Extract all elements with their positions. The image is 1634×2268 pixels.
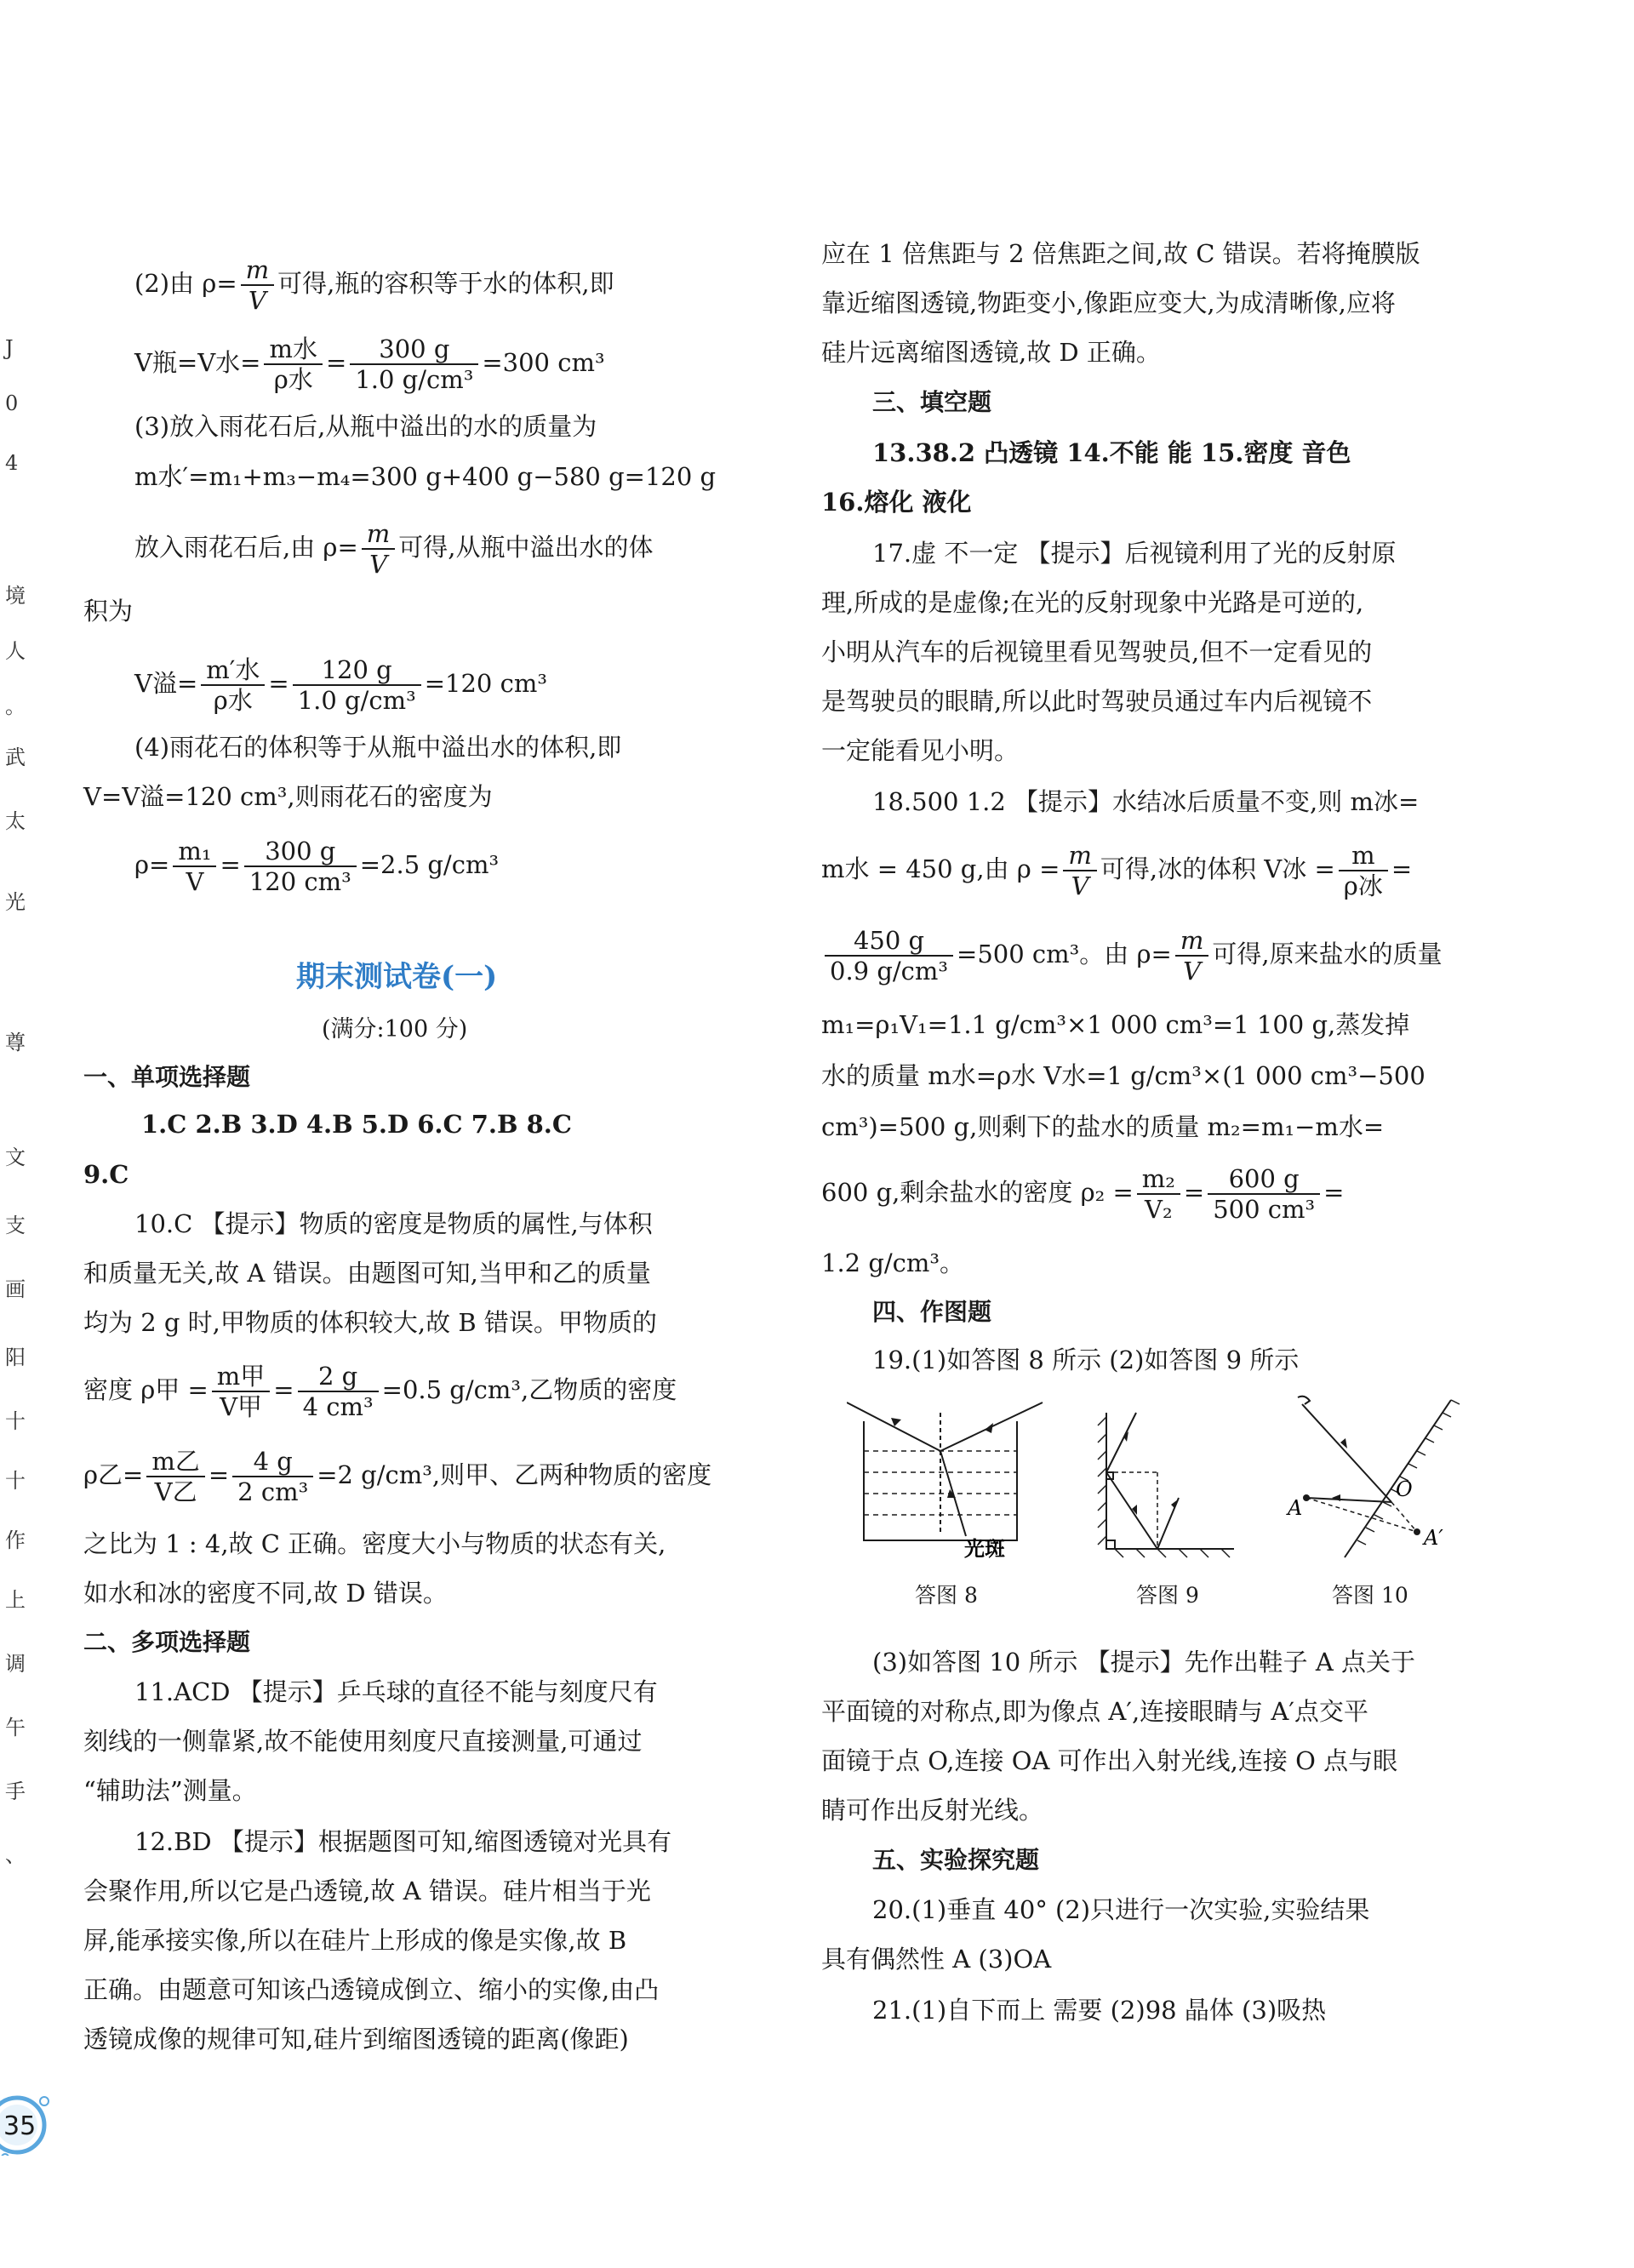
margin-char: 、: [5, 1843, 26, 1867]
line: 11.ACD 【提示】乒乓球的直径不能与刻度尺有: [134, 1677, 658, 1706]
equation: V溢= $\frac{\text{m′水}}{\text{ρ水}}$ = $\frac{120 g}{\text{1.0 g/cm³}}$ =120 cm³: [134, 655, 547, 715]
line: 20.(1)垂直 40° (2)只进行一次实验,实验结果: [872, 1895, 1370, 1924]
fig10-label-A-prime: A′: [1424, 1526, 1443, 1550]
equation: 水的质量 m水=ρ水 V水=1 g/cm³×(1 000 cm³−500: [821, 1061, 1425, 1090]
line: 面镜于点 O,连接 OA 可作出入射光线,连接 O 点与眼: [821, 1746, 1398, 1775]
margin-char: 作: [5, 1528, 26, 1552]
line: 平面镜的对称点,即为像点 A′,连接眼睛与 A′点交平: [821, 1697, 1368, 1726]
line: 之比为 1 : 4,故 C 正确。密度大小与物质的状态有关,: [83, 1529, 666, 1558]
margin-char: 十: [5, 1469, 26, 1493]
equation: m水 = 450 g,由 ρ = $\frac{m}{V}$ 可得,冰的体积 V冰 = $\frac{m}{\text{ρ冰}}$ =: [821, 841, 1413, 900]
margin-char: 武: [5, 746, 26, 769]
line: (3)如答图 10 所示 【提示】先作出鞋子 A 点关于: [872, 1648, 1416, 1677]
margin-char: 上: [5, 1588, 26, 1612]
line: V=V溢=120 cm³,则雨花石的密度为: [83, 782, 493, 811]
figure-caption: 答图 8: [915, 1583, 978, 1608]
line: 一定能看见小明。: [821, 736, 1020, 765]
margin-char: 调: [5, 1652, 26, 1676]
line: 放入雨花石后,由 ρ= $\frac{m}{V}$ 可得,从瓶中溢出水的体: [134, 519, 654, 579]
line: 理,所成的是虚像;在光的反射现象中光路是可逆的,: [821, 588, 1364, 617]
figure-10: [1281, 1387, 1468, 1566]
exam-title: 期末测试卷(一): [296, 960, 498, 994]
line: (4)雨花石的体积等于从瓶中溢出水的体积,即: [134, 733, 622, 762]
line: (2)由 ρ= $\frac{m}{V}$ 可得,瓶的容积等于水的体积,即: [134, 255, 614, 315]
section-heading: 五、实验探究题: [872, 1846, 1040, 1874]
line: 具有偶然性 A (3)OA: [821, 1945, 1052, 1974]
margin-char: 支: [5, 1214, 26, 1237]
margin-char: 4: [5, 451, 19, 475]
line: 会聚作用,所以它是凸透镜,故 A 错误。硅片相当于光: [83, 1877, 651, 1905]
equation: 600 g,剩余盐水的密度 ρ₂ = $\frac{\text{m₂}}{\text{V₂}}$ = $\frac{600 g}{\text{500 cm³}}$ =: [821, 1164, 1345, 1224]
margin-char: J: [5, 336, 14, 360]
section-heading: 一、单项选择题: [83, 1063, 251, 1091]
line: 17.虚 不一定 【提示】后视镜利用了光的反射原: [872, 539, 1397, 568]
equation: m₁=ρ₁V₁=1.1 g/cm³×1 000 cm³=1 100 g,蒸发掉: [821, 1010, 1410, 1039]
line: 12.BD 【提示】根据题图可知,缩图透镜对光具有: [134, 1827, 672, 1856]
line: 屏,能承接实像,所以在硅片上形成的像是实像,故 B: [83, 1926, 627, 1955]
equation: ρ= $\frac{\text{m₁}}{V}$ = $\frac{300 g}{\text{120 cm³}}$ =2.5 g/cm³: [134, 837, 500, 896]
section-heading: 三、填空题: [872, 388, 992, 416]
margin-char: 人: [5, 639, 26, 663]
line: 和质量无关,故 A 错误。由题图可知,当甲和乙的质量: [83, 1259, 651, 1288]
margin-char: 画: [5, 1277, 26, 1301]
equation: 密度 ρ甲 = $\frac{\text{m甲}}{\text{V甲}}$ = $\frac{2 g}{\text{4 cm³}}$ =0.5 g/cm³,乙物质的密度: [83, 1362, 677, 1421]
margin-char: 光: [5, 890, 26, 914]
line: 1.2 g/cm³。: [821, 1248, 965, 1277]
line: 靠近缩图透镜,物距变小,像距应变大,为成清晰像,应将: [821, 288, 1396, 317]
line: 积为: [83, 597, 134, 626]
section-heading: 二、多项选择题: [83, 1628, 251, 1656]
line: 21.(1)自下而上 需要 (2)98 晶体 (3)吸热: [872, 1996, 1327, 2025]
fig10-label-O: O: [1396, 1477, 1413, 1501]
margin-char: 阳: [5, 1345, 26, 1369]
section-heading: 四、作图题: [872, 1298, 992, 1326]
answer-line: 1.C 2.B 3.D 4.B 5.D 6.C 7.B 8.C: [141, 1110, 572, 1139]
equation: m水′=m₁+m₃−m₄=300 g+400 g−580 g=120 g: [134, 462, 717, 491]
margin-char: 尊: [5, 1031, 26, 1054]
line: 应在 1 倍焦距与 2 倍焦距之间,故 C 错误。若将掩膜版: [821, 239, 1420, 268]
equation: ρ乙= $\frac{\text{m乙}}{\text{V乙}}$ = $\frac{4 g}{\text{2 cm³}}$ =2 g/cm³,则甲、乙两种物质的密度: [83, 1447, 712, 1506]
line: 18.500 1.2 【提示】水结冰后质量不变,则 m冰=: [872, 787, 1420, 816]
margin-char: 0: [5, 391, 19, 415]
line: 睛可作出反射光线。: [821, 1796, 1044, 1825]
line: 正确。由题意可知该凸透镜成倒立、缩小的实像,由凸: [83, 1975, 660, 2004]
exam-subtitle: (满分:100 分): [322, 1016, 468, 1043]
page-number: 35: [3, 2111, 37, 2141]
figure-9: [1089, 1396, 1243, 1566]
figure-8: [847, 1396, 1051, 1566]
line: 透镜成像的规律可知,硅片到缩图透镜的距离(像距): [83, 2025, 629, 2054]
line: 是驾驶员的眼睛,所以此时驾驶员通过车内后视镜不: [821, 687, 1373, 716]
margin-char: 境: [5, 584, 26, 608]
answer-line: 16.熔化 液化: [821, 488, 972, 517]
equation: $\frac{450 g}{\text{0.9 g/cm³}}$ =500 cm³。由 ρ= $\frac{m}{V}$ 可得,原来盐水的质量: [821, 926, 1443, 985]
line: 10.C 【提示】物质的密度是物质的属性,与体积: [134, 1209, 653, 1238]
margin-char: 。: [5, 694, 26, 718]
margin-char: 午: [5, 1716, 26, 1740]
fig10-label-A: A: [1288, 1496, 1303, 1520]
figure-caption: 答图 9: [1136, 1583, 1199, 1608]
equation: cm³)=500 g,则剩下的盐水的质量 m₂=m₁−m水=: [821, 1112, 1385, 1141]
answer-line: 13.38.2 凸透镜 14.不能 能 15.密度 音色: [872, 438, 1351, 467]
margin-char: 文: [5, 1145, 26, 1169]
line: 均为 2 g 时,甲物质的体积较大,故 B 错误。甲物质的: [83, 1308, 657, 1337]
line: 19.(1)如答图 8 所示 (2)如答图 9 所示: [872, 1345, 1300, 1374]
page-number-badge: [0, 2089, 66, 2156]
margin-char: 手: [5, 1780, 26, 1803]
line: 刻线的一侧靠紧,故不能使用刻度尺直接测量,可通过: [83, 1727, 643, 1756]
line: 硅片远离缩图透镜,故 D 正确。: [821, 338, 1161, 367]
line: (3)放入雨花石后,从瓶中溢出的水的质量为: [134, 412, 597, 441]
margin-char: 十: [5, 1409, 26, 1433]
figure-caption: 答图 10: [1332, 1583, 1408, 1608]
line: 小明从汽车的后视镜里看见驾驶员,但不一定看见的: [821, 637, 1373, 666]
answer-line: 9.C: [83, 1160, 129, 1189]
margin-char: 太: [5, 809, 26, 833]
line: “辅助法”测量。: [83, 1776, 257, 1805]
equation: V瓶=V水= $\frac{\text{m水}}{\text{ρ水}}$ = $\frac{300 g}{\text{1.0 g/cm³}}$ =300 cm³: [134, 334, 605, 394]
line: 如水和冰的密度不同,故 D 错误。: [83, 1579, 448, 1608]
fig8-label: 光斑: [964, 1537, 1005, 1561]
